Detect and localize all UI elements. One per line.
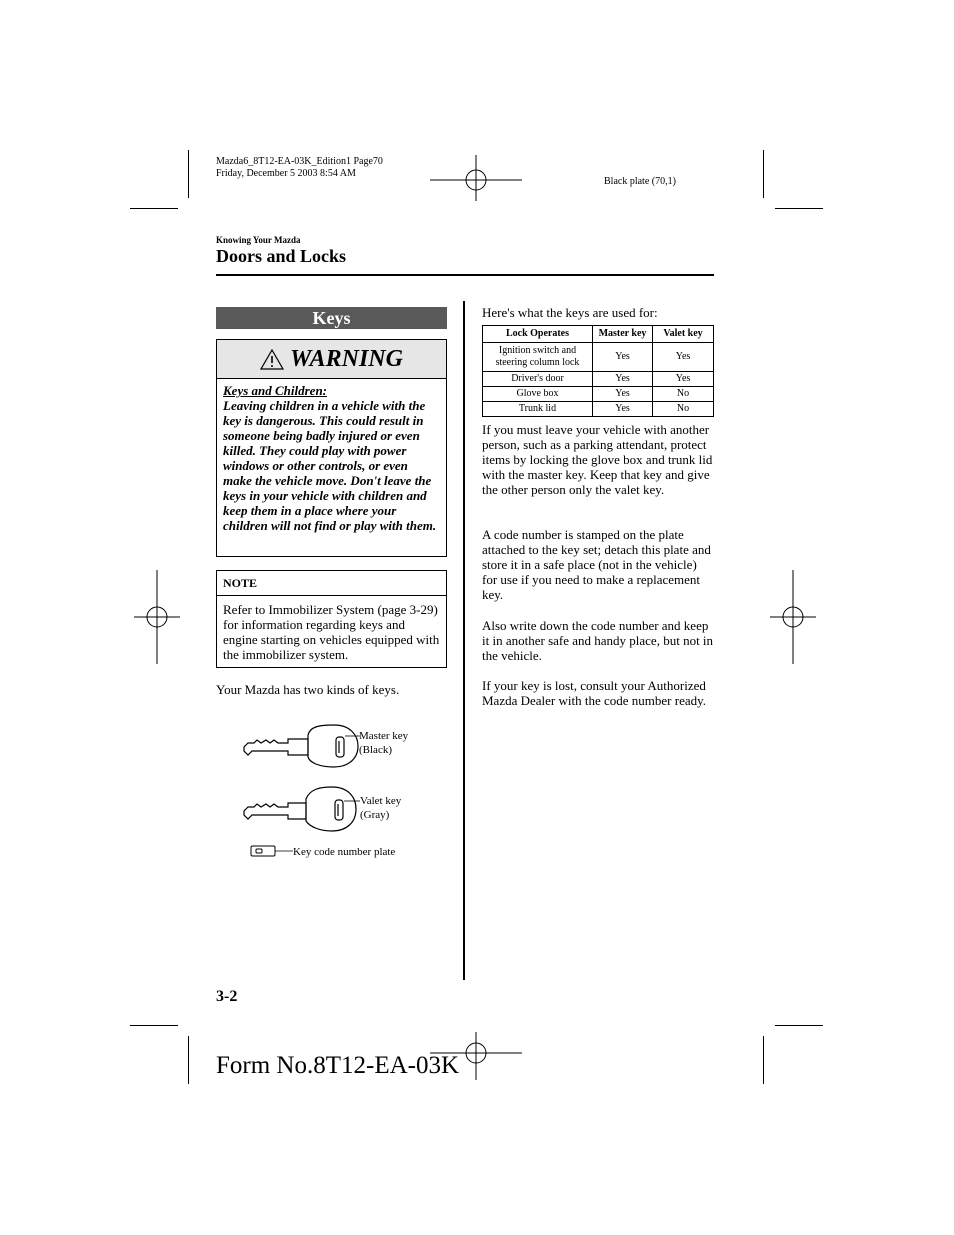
table-row <box>483 372 714 387</box>
table-cell: Driver's door <box>483 372 593 387</box>
table-header-cell: Lock Operates <box>483 326 593 343</box>
table-cell: Trunk lid <box>483 402 593 417</box>
table-cell: Yes <box>653 372 714 387</box>
page-number: 3-2 <box>216 988 238 1005</box>
registration-mark-left <box>134 570 180 664</box>
section-rule <box>216 274 714 276</box>
valet-key-label-line2: (Gray) <box>360 809 390 821</box>
warning-subtitle: Keys and Children: <box>223 383 328 398</box>
valet-key-label <box>360 794 401 822</box>
table-header-cell: Valet key <box>653 326 714 343</box>
table-cell: Yes <box>593 372 653 387</box>
table-intro: Here's what the keys are used for: <box>482 305 658 320</box>
master-key-icon <box>244 725 358 767</box>
paragraph-3: Also write down the code number and keep it in another safe and handy place, but not in the vehicle. <box>482 618 714 663</box>
table-cell: Ignition switch and steering column lock <box>483 343 593 372</box>
table-row <box>483 402 714 417</box>
intro-text: Your Mazda has two kinds of keys. <box>216 682 400 697</box>
plate-label: Black plate (70,1) <box>604 176 676 187</box>
table-header-row <box>483 326 714 343</box>
crop-mark <box>775 1025 823 1026</box>
table-cell: No <box>653 387 714 402</box>
warning-triangle-icon <box>260 349 284 370</box>
note-title: NOTE <box>217 571 446 596</box>
master-key-label-line1: Master key <box>359 730 409 742</box>
crop-mark <box>188 1036 189 1084</box>
keys-illustration <box>238 715 368 865</box>
master-key-label <box>359 729 408 757</box>
warning-text: Leaving children in a vehicle with the key is dangerous. This could result in someone being badly injured or even killed. They could play with power windows or other controls, or even make the vehicle move. Don't leave the keys in your vehicle with children and keep them in a place where your children will not find or play with them. <box>223 398 437 533</box>
valet-key-icon <box>244 787 356 831</box>
table-cell: No <box>653 402 714 417</box>
key-usage-table <box>482 325 714 417</box>
warning-body <box>217 379 446 539</box>
paragraph-1: If you must leave your vehicle with another person, such as a parking attendant, protect items by locking the glove box and trunk lid with the master key. Keep that key and give the other person only the valet key. <box>482 422 713 497</box>
crop-mark <box>130 1025 178 1026</box>
valet-key-label-line1: Valet key <box>360 795 402 807</box>
crop-mark <box>763 150 764 198</box>
table-cell: Glove box <box>483 387 593 402</box>
key-code-plate-label: Key code number plate <box>293 846 396 858</box>
crop-mark <box>763 1036 764 1084</box>
table-row <box>483 387 714 402</box>
crop-mark <box>130 208 178 209</box>
master-key-label-line2: (Black) <box>359 744 392 756</box>
print-header-line2: Friday, December 5 2003 8:54 AM <box>216 168 356 179</box>
paragraph-2: A code number is stamped on the plate attached to the key set; detach this plate and store it in a safe place (not in the vehicle) for use if you need to make a replacement key. <box>482 527 711 602</box>
table-cell: Yes <box>593 343 653 372</box>
paragraph-4: If your key is lost, consult your Authorized Mazda Dealer with the code number ready. <box>482 678 707 708</box>
table-cell: Yes <box>593 387 653 402</box>
table-cell: Yes <box>653 343 714 372</box>
note-text: Refer to Immobilizer System (page 3-29) for information regarding keys and engine starting on vehicles equipped with the immobilizer system. <box>223 602 440 662</box>
table-row <box>483 343 714 372</box>
print-header <box>216 156 383 180</box>
key-code-plate-icon <box>251 846 275 856</box>
warning-header <box>217 340 446 379</box>
section-kicker: Knowing Your Mazda <box>216 235 301 245</box>
crop-mark <box>775 208 823 209</box>
column-divider <box>463 301 465 980</box>
keys-banner: Keys <box>216 307 447 329</box>
crop-mark <box>188 150 189 198</box>
warning-title: WARNING <box>290 345 403 372</box>
print-header-line1: Mazda6_8T12-EA-03K_Edition1 Page70 <box>216 156 383 167</box>
table-header-cell: Master key <box>593 326 653 343</box>
form-number: Form No.8T12-EA-03K <box>216 1052 460 1079</box>
warning-box <box>216 339 447 557</box>
section-title: Doors and Locks <box>216 246 347 266</box>
note-box <box>216 570 447 668</box>
table-cell: Yes <box>593 402 653 417</box>
registration-mark-top <box>428 155 524 201</box>
registration-mark-right <box>770 570 816 664</box>
